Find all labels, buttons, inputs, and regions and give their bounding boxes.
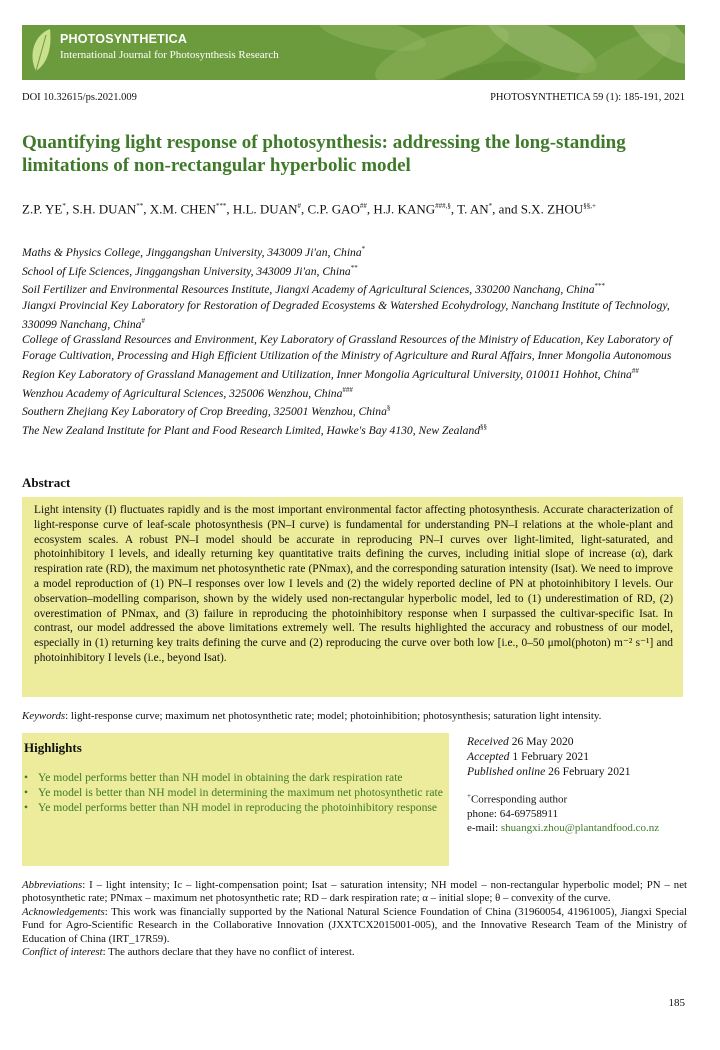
journal-name: PHOTOSYNTHETICA	[60, 32, 188, 46]
page-number: 185	[668, 997, 685, 1009]
author-affiliation-mark: **	[136, 202, 144, 210]
author-affiliation-mark: ##	[359, 202, 367, 210]
affiliation-text: College of Grassland Resources and Environment, Key Laboratory of Grassland Resources of the Ministry of Education, Key Laboratory of Forage Cultivation, Processing and High Efficient Utilization of the Ministry of Agriculture and Rural Affairs, Inner Mongolia Autonomous Region Key Laboratory of Grassland Management and Utilization, Inner Mongolia Agricultural University, 010011 Hohhot, China	[22, 333, 672, 381]
author-name: H.L. DUAN	[232, 201, 298, 217]
accepted-date: Accepted 1 February 2021	[467, 750, 590, 763]
bullet-icon: •	[24, 786, 29, 799]
highlight-text: Ye model is better than NH model in determining the maximum net photosynthetic rate	[38, 786, 443, 799]
affiliation-mark: ###	[342, 385, 353, 394]
doi: DOI 10.32615/ps.2021.009	[22, 92, 137, 103]
author-name: H.J. KANG	[373, 201, 436, 217]
highlights-list	[22, 771, 447, 816]
journal-banner	[22, 25, 685, 80]
author-list: Z.P. YE*, S.H. DUAN**, X.M. CHEN***, H.L. DUAN#, C.P. GAO##, H.J. KANG###,§, T. AN*, and S.X. ZHOU§§,+	[22, 201, 596, 217]
corresponding-label: Corresponding author	[470, 793, 568, 806]
author-name: X.M. CHEN	[149, 201, 216, 217]
keywords: Keywords: light-response curve; maximum net photosynthetic rate; model; photoinhibition; photosynthesis; saturation light intensity.	[22, 710, 602, 722]
author-name: C.P. GAO	[307, 201, 360, 217]
received-date: Received 26 May 2020	[467, 735, 574, 748]
author-affiliation-mark: §§,+	[583, 202, 596, 210]
affiliation	[22, 261, 692, 280]
affiliations	[22, 242, 692, 439]
keywords-label: Keywords	[22, 710, 66, 722]
highlight-item	[22, 801, 447, 815]
affiliation-mark: ***	[594, 282, 606, 291]
author-affiliation-mark: ###,§	[435, 202, 451, 210]
affiliation	[22, 383, 692, 402]
acknowledgements: Acknowledgements: This work was financially supported by the National Natural Science Foundation of China (31960054, 41961005), Jiangxi Special Fund for Agro-Scientific Research in the Collaborative Innovation (JXXTCX2015001-005), and the Innovative Research Team of the Ministry of Education of China (IRT_17R59).	[22, 905, 687, 945]
author-name: S.X. ZHOU	[520, 201, 584, 217]
abstract-heading: Abstract	[22, 475, 71, 490]
abstract-box	[22, 497, 683, 697]
affiliation-mark: §	[386, 404, 391, 413]
affiliation	[22, 242, 692, 261]
author-joiner: and	[498, 201, 518, 217]
highlights-heading: Highlights	[24, 740, 82, 755]
article-title: Quantifying light response of photosynthesis: addressing the long-standing limitations of non-rectangular hyperbolic model	[22, 132, 626, 176]
affiliation-text: Southern Zhejiang Key Laboratory of Crop Breeding, 325001 Wenzhou, China	[22, 405, 387, 419]
conflict-of-interest: Conflict of interest: The authors declare that they have no conflict of interest.	[22, 946, 355, 959]
author-name: Z.P. YE	[22, 201, 63, 217]
affiliation-text: Maths & Physics College, Jinggangshan University, 343009 Ji'an, China	[22, 245, 362, 259]
affiliation-text: Jiangxi Provincial Key Laboratory for Restoration of Degraded Ecosystems & Watershed Ecohydrology, Nanchang Institute of Technology, 330099 Nanchang, China	[22, 298, 670, 331]
affiliation-mark: ##	[631, 367, 639, 376]
affiliation	[22, 298, 692, 332]
footnotes	[22, 879, 687, 959]
affiliation-mark: **	[350, 263, 358, 272]
affiliation-mark: §§	[480, 422, 488, 431]
highlight-item	[22, 786, 447, 800]
highlight-text: Ye model performs better than NH model in reproducing the photoinhibitory response	[38, 801, 438, 814]
phone: 64-69758911	[499, 807, 558, 820]
author-name: T. AN	[457, 201, 489, 217]
correspondence: +Corresponding author phone: 64-69758911 e-mail: shuangxi.zhou@plantandfood.co.nz	[467, 792, 660, 834]
affiliation	[22, 279, 692, 298]
bullet-icon: •	[24, 801, 29, 814]
journal-subtitle: International Journal for Photosynthesis Research	[60, 49, 279, 61]
affiliation-text: Wenzhou Academy of Agricultural Sciences, 325006 Wenzhou, China	[22, 386, 343, 400]
bullet-icon: •	[24, 771, 29, 784]
affiliation	[22, 420, 692, 439]
author-name: S.H. DUAN	[72, 201, 137, 217]
email-link[interactable]: shuangxi.zhou@plantandfood.co.nz	[500, 821, 660, 834]
keywords-text: light-response curve; maximum net photosynthetic rate; model; photoinhibition; photosynthesis; saturation light intensity.	[70, 710, 602, 722]
affiliation-text: The New Zealand Institute for Plant and Food Research Limited, Hawke's Bay 4130, New Zealand	[22, 423, 481, 437]
affiliation-mark: *	[361, 245, 366, 253]
affiliation-text: Soil Fertilizer and Environmental Resources Institute, Jiangxi Academy of Agricultural Sciences, 330200 Nanchang, China	[22, 283, 595, 297]
author-affiliation-mark: *	[62, 202, 66, 210]
abbreviations: Abbreviations: I – light intensity; Ic – light-compensation point; Isat – saturation intensity; NH model – non-rectangular hyperbolic model; PN – net photosynthetic rate; PNmax – maximum net photosynthetic rate; RD – dark respiration rate; α – initial slope; θ – convexity of the curve.	[22, 879, 687, 905]
highlight-item	[22, 771, 447, 785]
author-affiliation-mark: ***	[215, 202, 227, 210]
article-dates	[467, 734, 631, 779]
abstract-text: Light intensity (I) fluctuates rapidly and is the most important environmental factor affecting photosynthesis. Accurate characterization of light-response curve of leaf-scale photosynthesis (PN–I curve) is fundamental for understanding PN–I relations at the whole-plant and ecosystem scales. A robust PN–I model should be accurate in reproducing PN–I curves over light-limited, light-saturated, and photoinhibitory I levels, and ideally returning key quantitative traits defining the curves, including initial slope of increase (α), dark respiration rate (RD), the maximum net photosynthetic rate (PNmax), and the corresponding saturation intensity (Isat). We need to improve a model reproduction of (1) PN–I responses over low I levels and (2) the widely reported decline of PN at photoinhibitory I levels. Our observation–modelling comparison, shown by the widely used non-rectangular hyperbolic model, led to (1) underestimation of RD, (2) overestimation of PNmax, and (3) failure in reproducing the photoinhibitory response when I surpassed the cultivar-specific Isat. In contrast, our model addressed the above limitations extremely well. The results highlighted the accuracy and robustness of our model, especially in (1) returning key traits defining the curve and (2) reproducing the curve over both low [i.e., 0–50 μmol(photon) m⁻² s⁻¹] and photoinhibitory I levels (i.e., beyond Isat).	[34, 504, 673, 664]
affiliation	[22, 401, 692, 420]
published-date: Published online 26 February 2021	[467, 765, 631, 778]
affiliation-text: School of Life Sciences, Jinggangshan University, 343009 Ji'an, China	[22, 264, 351, 278]
highlight-text: Ye model performs better than NH model in obtaining the dark respiration rate	[38, 771, 403, 784]
affiliation-mark: #	[141, 316, 145, 325]
citation-line: PHOTOSYNTHETICA 59 (1): 185-191, 2021	[490, 92, 685, 103]
author-affiliation-mark: #	[297, 202, 301, 210]
author-affiliation-mark: *	[488, 202, 493, 210]
affiliation	[22, 332, 692, 382]
